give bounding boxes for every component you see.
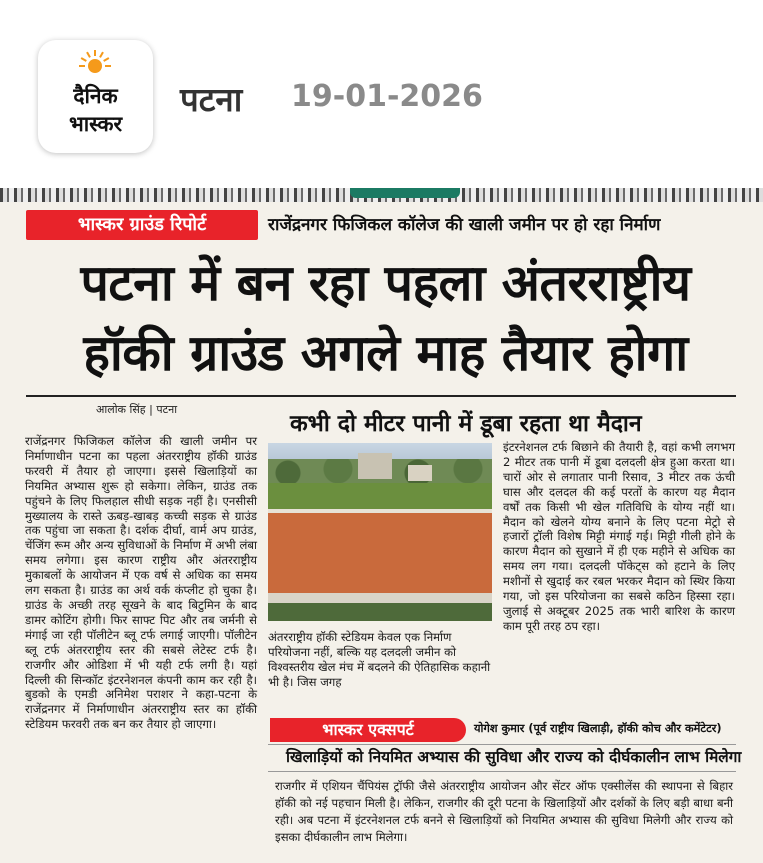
expert-name: योगेश कुमार (पूर्व राष्ट्रीय खिलाड़ी, हॉकी कोच और कमेंटेटर) xyxy=(474,722,722,735)
sun-icon xyxy=(79,48,111,80)
newspaper-clipping xyxy=(0,188,763,863)
expert-headline: खिलाड़ियों को नियमित अभ्यास की सुविधा और राज्य को दीर्घकालीन लाभ मिलेगा xyxy=(286,748,742,766)
app-header xyxy=(0,0,763,178)
article-column-3: इंटरनेशनल टर्फ बिछाने की तैयारी है, वहां कभी लगभग 2 मीटर तक पानी में डूबा दलदली क्षेत्र हुआ करता था। चारों ओर से लगातार पानी रिसाव, 3 मीटर तक ऊंची घास और दलदल की कई परतों के कारण यह मैदान वर्षों तक किसी भी खेल गतिविधि के योग्य नहीं था। मैदान को खेलने योग्य बनाने के लिए पटना मेट्रो से हजारों ट्रॉली विशेष मिट्टी मंगाई गई। मिट्टी गीली होने के कारण मैदान को सुखाने में ही एक महीने से अधिक का समय लग गया। दलदली पॉकेट्स को हटाने के लिए मशीनों से खुदाई कर रबल भरकर मैदान को स्थिर किया गया, जो इस परियोजना का सबसे कठिन हिस्सा रहा। जुलाई से अक्टूबर 2025 तक भारी बारिश के कारण काम पूरी तरह ठप रहा। xyxy=(503,440,735,633)
edition-date: 19-01-2026 xyxy=(291,79,483,114)
dainik-bhaskar-logo[interactable] xyxy=(38,40,153,153)
headline-line2: हॉकी ग्राउंड अगले माह तैयार होगा xyxy=(83,324,688,382)
expert-divider xyxy=(268,771,736,772)
headline-rule xyxy=(26,395,736,397)
headline-line1: पटना में बन रहा पहला अंतरराष्ट्रीय xyxy=(80,254,691,312)
photo-building xyxy=(358,453,392,479)
photo-red-field xyxy=(268,513,492,593)
subheadline: कभी दो मीटर पानी में डूबा रहता था मैदान xyxy=(290,411,642,437)
edition-city: पटना xyxy=(180,80,243,119)
top-border-tab xyxy=(350,188,460,198)
expert-badge: भास्कर एक्सपर्ट xyxy=(270,718,466,742)
expert-divider xyxy=(268,744,736,745)
headline xyxy=(18,248,753,388)
kicker-text: राजेंद्रनगर फिजिकल कॉलेज की खाली जमीन पर हो रहा निर्माण xyxy=(268,215,661,235)
photo-building xyxy=(408,465,432,481)
photo-boundary-wall xyxy=(268,593,492,603)
photo-caption-text: अंतरराष्ट्रीय हॉकी स्टेडियम केवल एक निर्माण परियोजना नहीं, बल्कि यह दलदली जमीन को विश्वस्तरीय खेल मंच में बदलने की ऐतिहासिक कहानी भी है। जिस जगह xyxy=(268,630,491,689)
expert-body: राजगीर में एशियन चैंपियंस ट्रॉफी जैसे अंतरराष्ट्रीय आयोजन और सेंटर ऑफ एक्सीलेंस की स्थापना से बिहार हॉकी को नई पहचान मिली है। लेकिन, राजगीर की दूरी पटना के खिलाड़ियों और दर्शकों के लिए बड़ी बाधा बनी रही। अब पटना में इंटरनेशनल टर्फ बनने से खिलाड़ियों को नियमित अभ्यास की सुविधा मिलेगी और राज्य को इसका दीर्घकालीन लाभ मिलेगा। xyxy=(275,779,733,844)
stadium-photo xyxy=(268,443,492,621)
article-column-1: राजेंद्रनगर फिजिकल कॉलेज की खाली जमीन पर निर्माणाधीन पटना का पहला अंतरराष्ट्रीय हॉकी ग्राउंड फरवरी में तैयार हो जाएगा। इससे खिलाड़ियों का नियमित अभ्यास शुरू हो सकेगा। लेकिन, ग्राउंड तक पहुंचने के लिए फिलहाल सीधी सड़क नहीं है। एनसीसी मुख्यालय के रास्ते ऊबड़-खाबड़ कच्ची सड़क से ग्राउंड तक पहुंचा जा सकता है। दर्शक दीर्घा, वार्म अप ग्राउंड, चेंजिंग रूम और अन्य सुविधाओं के निर्माण में अभी लंबा समय लगेगा। इस कारण राष्ट्रीय और अंतरराष्ट्रीय मुकाबलों के आयोजन में एक वर्ष से अधिक का समय लग सकता है। ग्राउंड का अर्थ वर्क कंप्लीट हो चुका है। ग्राउंड के अच्छी तरह सूखने के बाद बिटुमिन के बाद डामर कोटिंग होगी। फिर साफ्ट पिट और तब जर्मनी से मंगाई जा रही पॉलीटेन ब्लू टर्फ लगाई जाएगी। पॉलीटेन ब्लू टर्फ अंतरराष्ट्रीय स्तर की सबसे लेटेस्ट टर्फ है। राजगीर और ओडिशा में भी यही टर्फ लगी है। यहां दिल्ली की सिन्कॉट इंटरनेशनल कंपनी काम कर रही है। बुडको के एमडी अनिमेश पराशर ने कहा-पटना के राजेंद्रनगर में निर्माणाधीन अंतरराष्ट्रीय स्तर का हॉकी स्टेडियम फरवरी तक बन कर तैयार हो जाएगा। xyxy=(25,434,257,732)
byline: आलोक सिंह | पटना xyxy=(96,403,178,416)
logo-text-line1: दैनिक xyxy=(73,84,118,108)
photo-foreground xyxy=(268,603,492,621)
ground-report-badge: भास्कर ग्राउंड रिपोर्ट xyxy=(26,210,258,240)
logo-text-line2: भास्कर xyxy=(68,112,123,136)
